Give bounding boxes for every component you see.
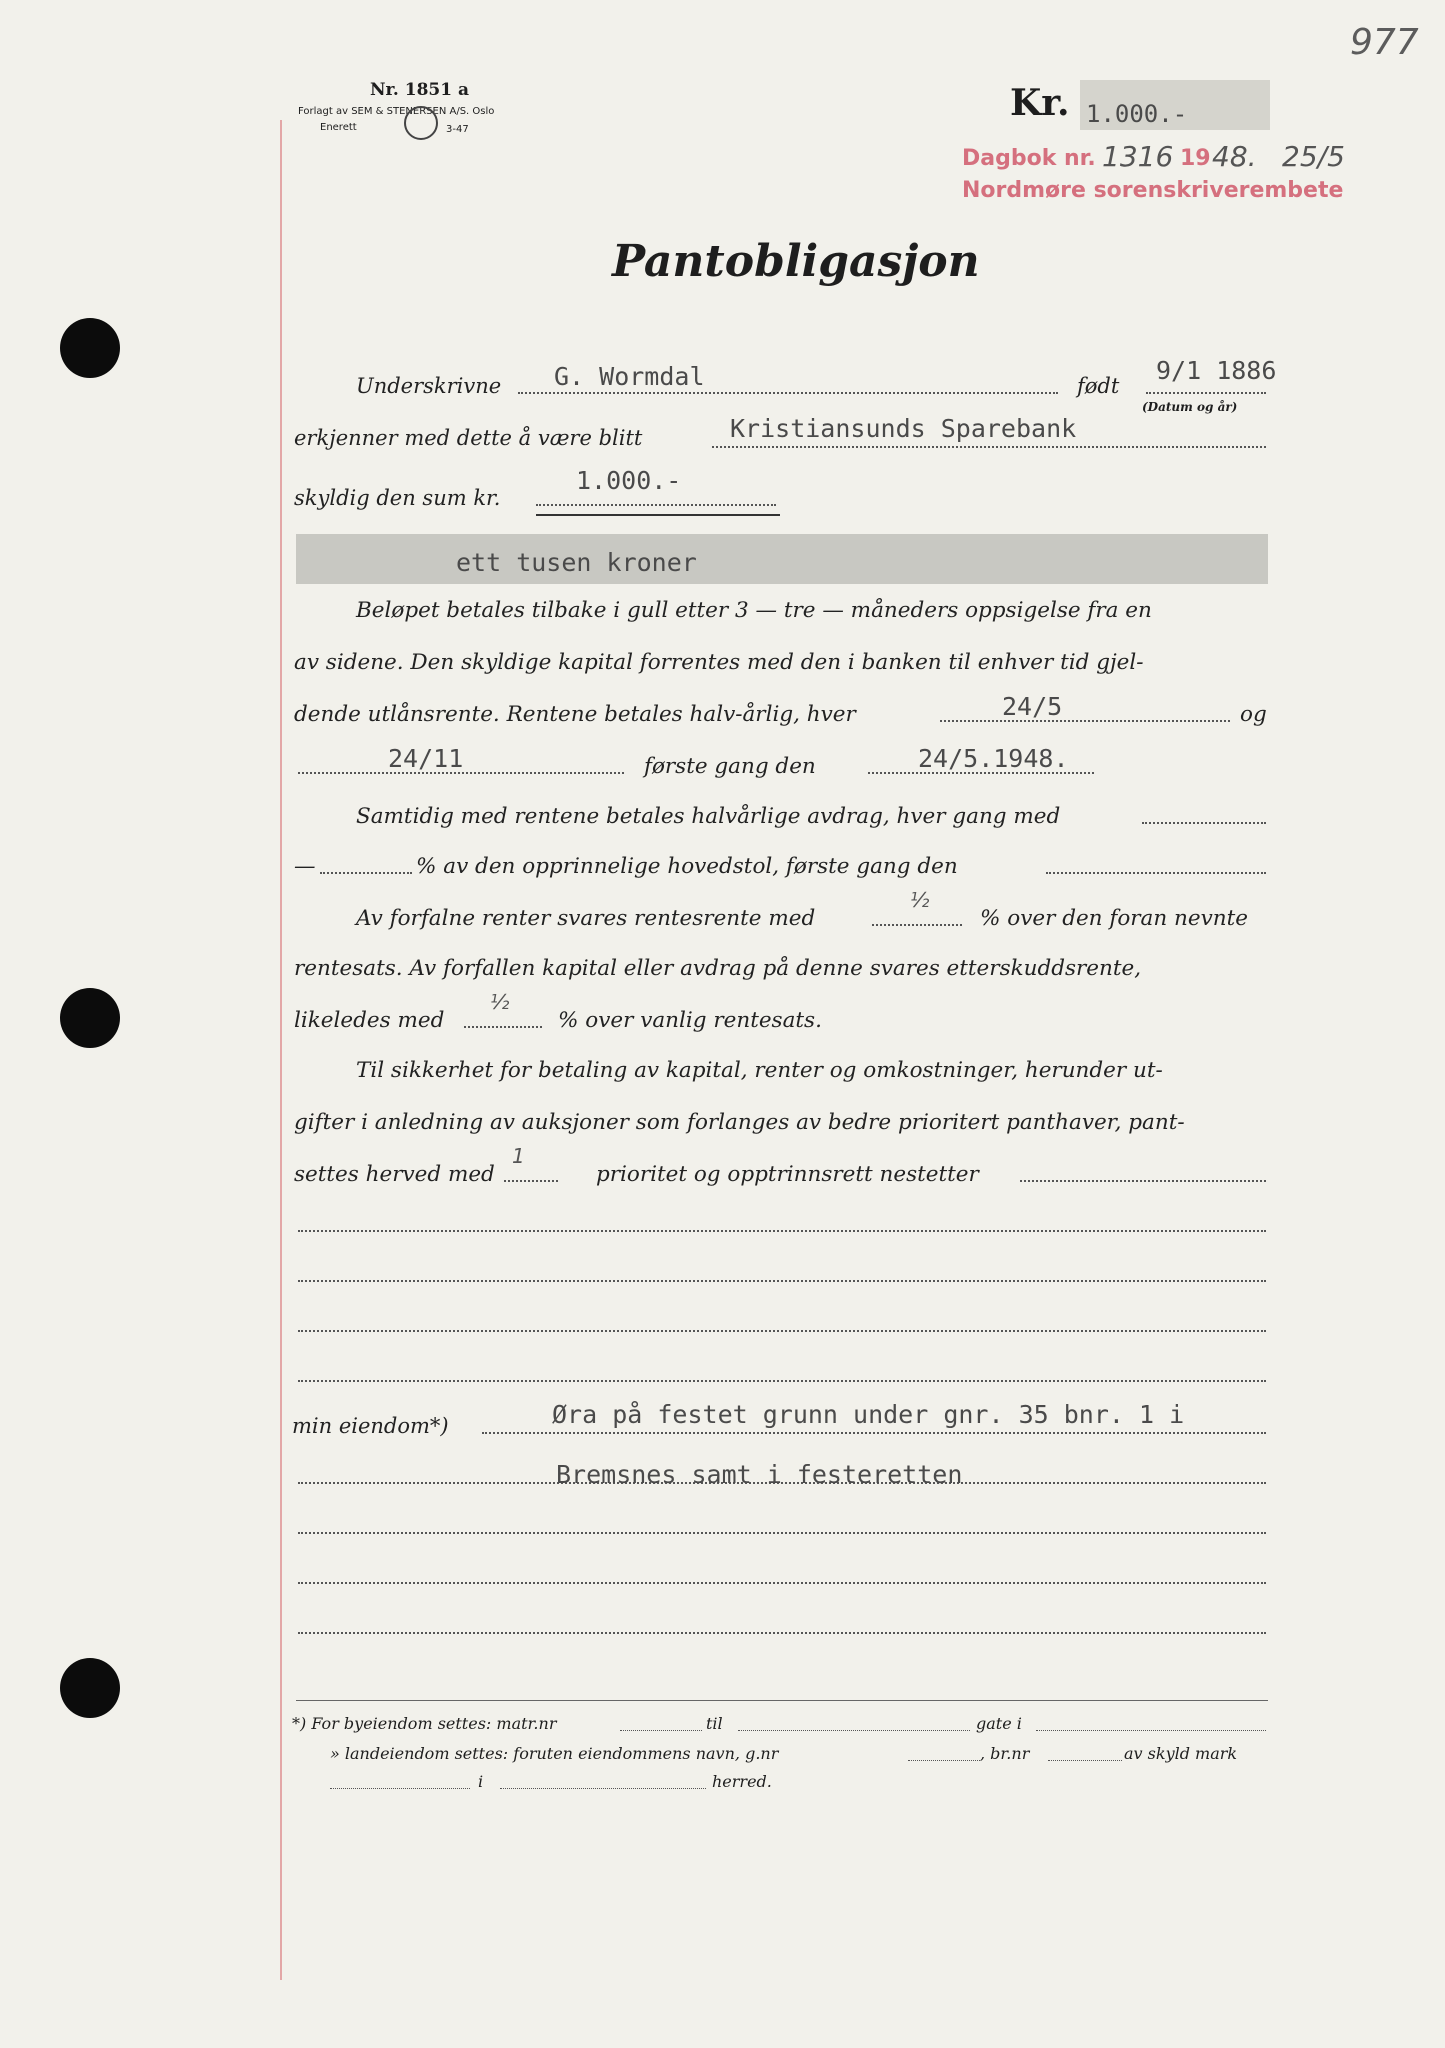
footnote-separator <box>296 1700 1268 1701</box>
p1-line4-a: første gang den <box>644 754 816 779</box>
margin-rule <box>280 120 282 1980</box>
sum-underline <box>536 514 780 516</box>
publisher-line2: Enerett <box>320 122 357 133</box>
p2-line1-dots <box>1142 822 1266 824</box>
p4-line1: Til sikkerhet for betaling av kapital, renter og omkostninger, herunder ut- <box>356 1058 1163 1083</box>
footnote-line2-dots-b <box>1048 1760 1122 1761</box>
publisher-logo-icon <box>404 106 438 140</box>
kr-label: Kr. <box>1010 82 1070 124</box>
document-title: Pantobligasjon <box>612 236 980 287</box>
eiendom-value2: Bremsnes samt i festeretten <box>556 1460 963 1489</box>
punch-hole-middle <box>60 988 120 1048</box>
blank-line-3 <box>298 1330 1266 1332</box>
p3-line3-b: % over vanlig rentesats. <box>558 1008 822 1033</box>
blank-line-5 <box>298 1532 1266 1534</box>
punch-hole-top <box>60 318 120 378</box>
dagbok-date: 25/5 <box>1282 140 1345 173</box>
court-stamp: Nordmøre sorenskriverembete <box>962 178 1344 203</box>
kr-amount: 1.000.- <box>1086 100 1188 128</box>
underskrivne-dots <box>518 392 1058 394</box>
p4-line3-b: prioritet og opptrinnsrett nestetter <box>596 1162 979 1187</box>
p4-line2: gifter i anledning av auksjoner som forlanges av bedre prioritert panthaver, pant- <box>294 1110 1185 1135</box>
footnote-line1-b: til <box>706 1714 723 1733</box>
dagbok-stamp-label: Dagbok nr. <box>962 146 1096 171</box>
p1-line1: Beløpet betales tilbake i gull etter 3 — tre — måneders oppsigelse fra en <box>356 598 1152 623</box>
publisher-code: 3-47 <box>446 124 469 135</box>
p1-line3-dots <box>940 720 1230 722</box>
blank-line-1 <box>298 1230 1266 1232</box>
p4-line3-dots-a <box>504 1180 558 1182</box>
eiendom-label: min eiendom*) <box>292 1414 449 1438</box>
p3-line2: rentesats. Av forfallen kapital eller avdrag på denne svares etterskuddsrente, <box>294 956 1142 981</box>
punch-hole-bottom <box>60 1658 120 1718</box>
footnote-line3-dots-b <box>500 1788 706 1789</box>
creditor-value: Kristiansunds Sparebank <box>730 414 1077 443</box>
footnote-line3-dots-a <box>330 1788 470 1789</box>
p3-line1-value: ½ <box>910 888 930 912</box>
p2-line2-dots-a <box>320 872 412 874</box>
p2-line2-a: — <box>294 854 316 879</box>
p1-line2: av sidene. Den skyldige kapital forrentes med den i banken til enhver tid gjel- <box>294 650 1144 675</box>
fodt-label: født <box>1077 374 1120 398</box>
p1-line3-b: og <box>1240 702 1267 727</box>
footnote-line1-dots-c <box>1036 1730 1266 1731</box>
p3-line1-b: % over den foran nevnte <box>980 906 1248 931</box>
p2-line1: Samtidig med rentene betales halvårlige avdrag, hver gang med <box>356 804 1061 829</box>
footnote-line1-c: gate i <box>976 1714 1022 1733</box>
p1-line3-value: 24/5 <box>1002 692 1063 721</box>
p3-line1-a: Av forfalne renter svares rentesrente med <box>356 906 816 931</box>
eiendom-value1: Øra på festet grunn under gnr. 35 bnr. 1 i <box>552 1400 1185 1429</box>
p1-line3-a: dende utlånsrente. Rentene betales halv-årlig, hver <box>294 702 856 727</box>
footnote-line2-dots-a <box>908 1760 980 1761</box>
blank-line-2 <box>298 1280 1266 1282</box>
blank-line-4 <box>298 1380 1266 1382</box>
p1-line4-value: 24/11 <box>388 744 464 773</box>
footnote-line2-c: av skyld mark <box>1124 1744 1238 1763</box>
dagbok-number: 1316 <box>1102 140 1174 173</box>
erkjenner-label: erkjenner med dette å være blitt <box>294 426 643 450</box>
underskrivne-label: Underskrivne <box>356 374 502 398</box>
page-number: 977 <box>1350 22 1419 63</box>
p3-line1-dots <box>872 924 962 926</box>
footnote-line3-b: herred. <box>712 1772 772 1791</box>
form-number: Nr. 1851 a <box>370 80 470 100</box>
footnote-line2-b: , br.nr <box>980 1744 1030 1763</box>
skyldig-dots <box>536 504 776 506</box>
p2-line2-dots-b <box>1046 872 1266 874</box>
p4-line3-a: settes herved med <box>294 1162 495 1187</box>
footnote-line3-a: i <box>478 1772 484 1791</box>
sum-in-words-band <box>296 534 1268 584</box>
dagbok-year: 48. <box>1212 140 1257 173</box>
footnote-line2-a: » landeiendom settes: foruten eiendommens navn, g.nr <box>330 1744 779 1763</box>
p3-line3-dots <box>464 1026 542 1028</box>
p4-line3-dots-b <box>1020 1180 1266 1182</box>
underskrivne-value: G. Wormdal <box>554 362 705 391</box>
footnote-line1-dots-a <box>620 1730 702 1731</box>
p3-line3-value: ½ <box>490 990 510 1014</box>
blank-line-7 <box>298 1632 1266 1634</box>
fodt-value: 9/1 1886 <box>1156 356 1277 385</box>
footnote-line1-dots-b <box>738 1730 970 1731</box>
sum-in-words: ett tusen kroner <box>456 548 697 577</box>
dagbok-year-prefix: 19 <box>1180 146 1211 171</box>
skyldig-label: skyldig den sum kr. <box>294 486 501 510</box>
publisher-line1: Forlagt av SEM & STENERSEN A/S. Oslo <box>298 106 495 117</box>
fodt-dots <box>1146 392 1266 394</box>
erkjenner-dots <box>712 446 1266 448</box>
p2-line2-b: % av den opprinnelige hovedstol, første gang den <box>416 854 958 879</box>
eiendom-dots-1 <box>482 1432 1266 1434</box>
p1-line4-value2: 24/5.1948. <box>918 744 1069 773</box>
fodt-note: (Datum og år) <box>1142 400 1238 414</box>
sum-value: 1.000.- <box>576 466 682 495</box>
p4-line3-value: 1 <box>512 1144 525 1168</box>
p3-line3-a: likeledes med <box>294 1008 445 1033</box>
footnote-line1-a: *) For byeiendom settes: matr.nr <box>292 1714 557 1733</box>
blank-line-6 <box>298 1582 1266 1584</box>
